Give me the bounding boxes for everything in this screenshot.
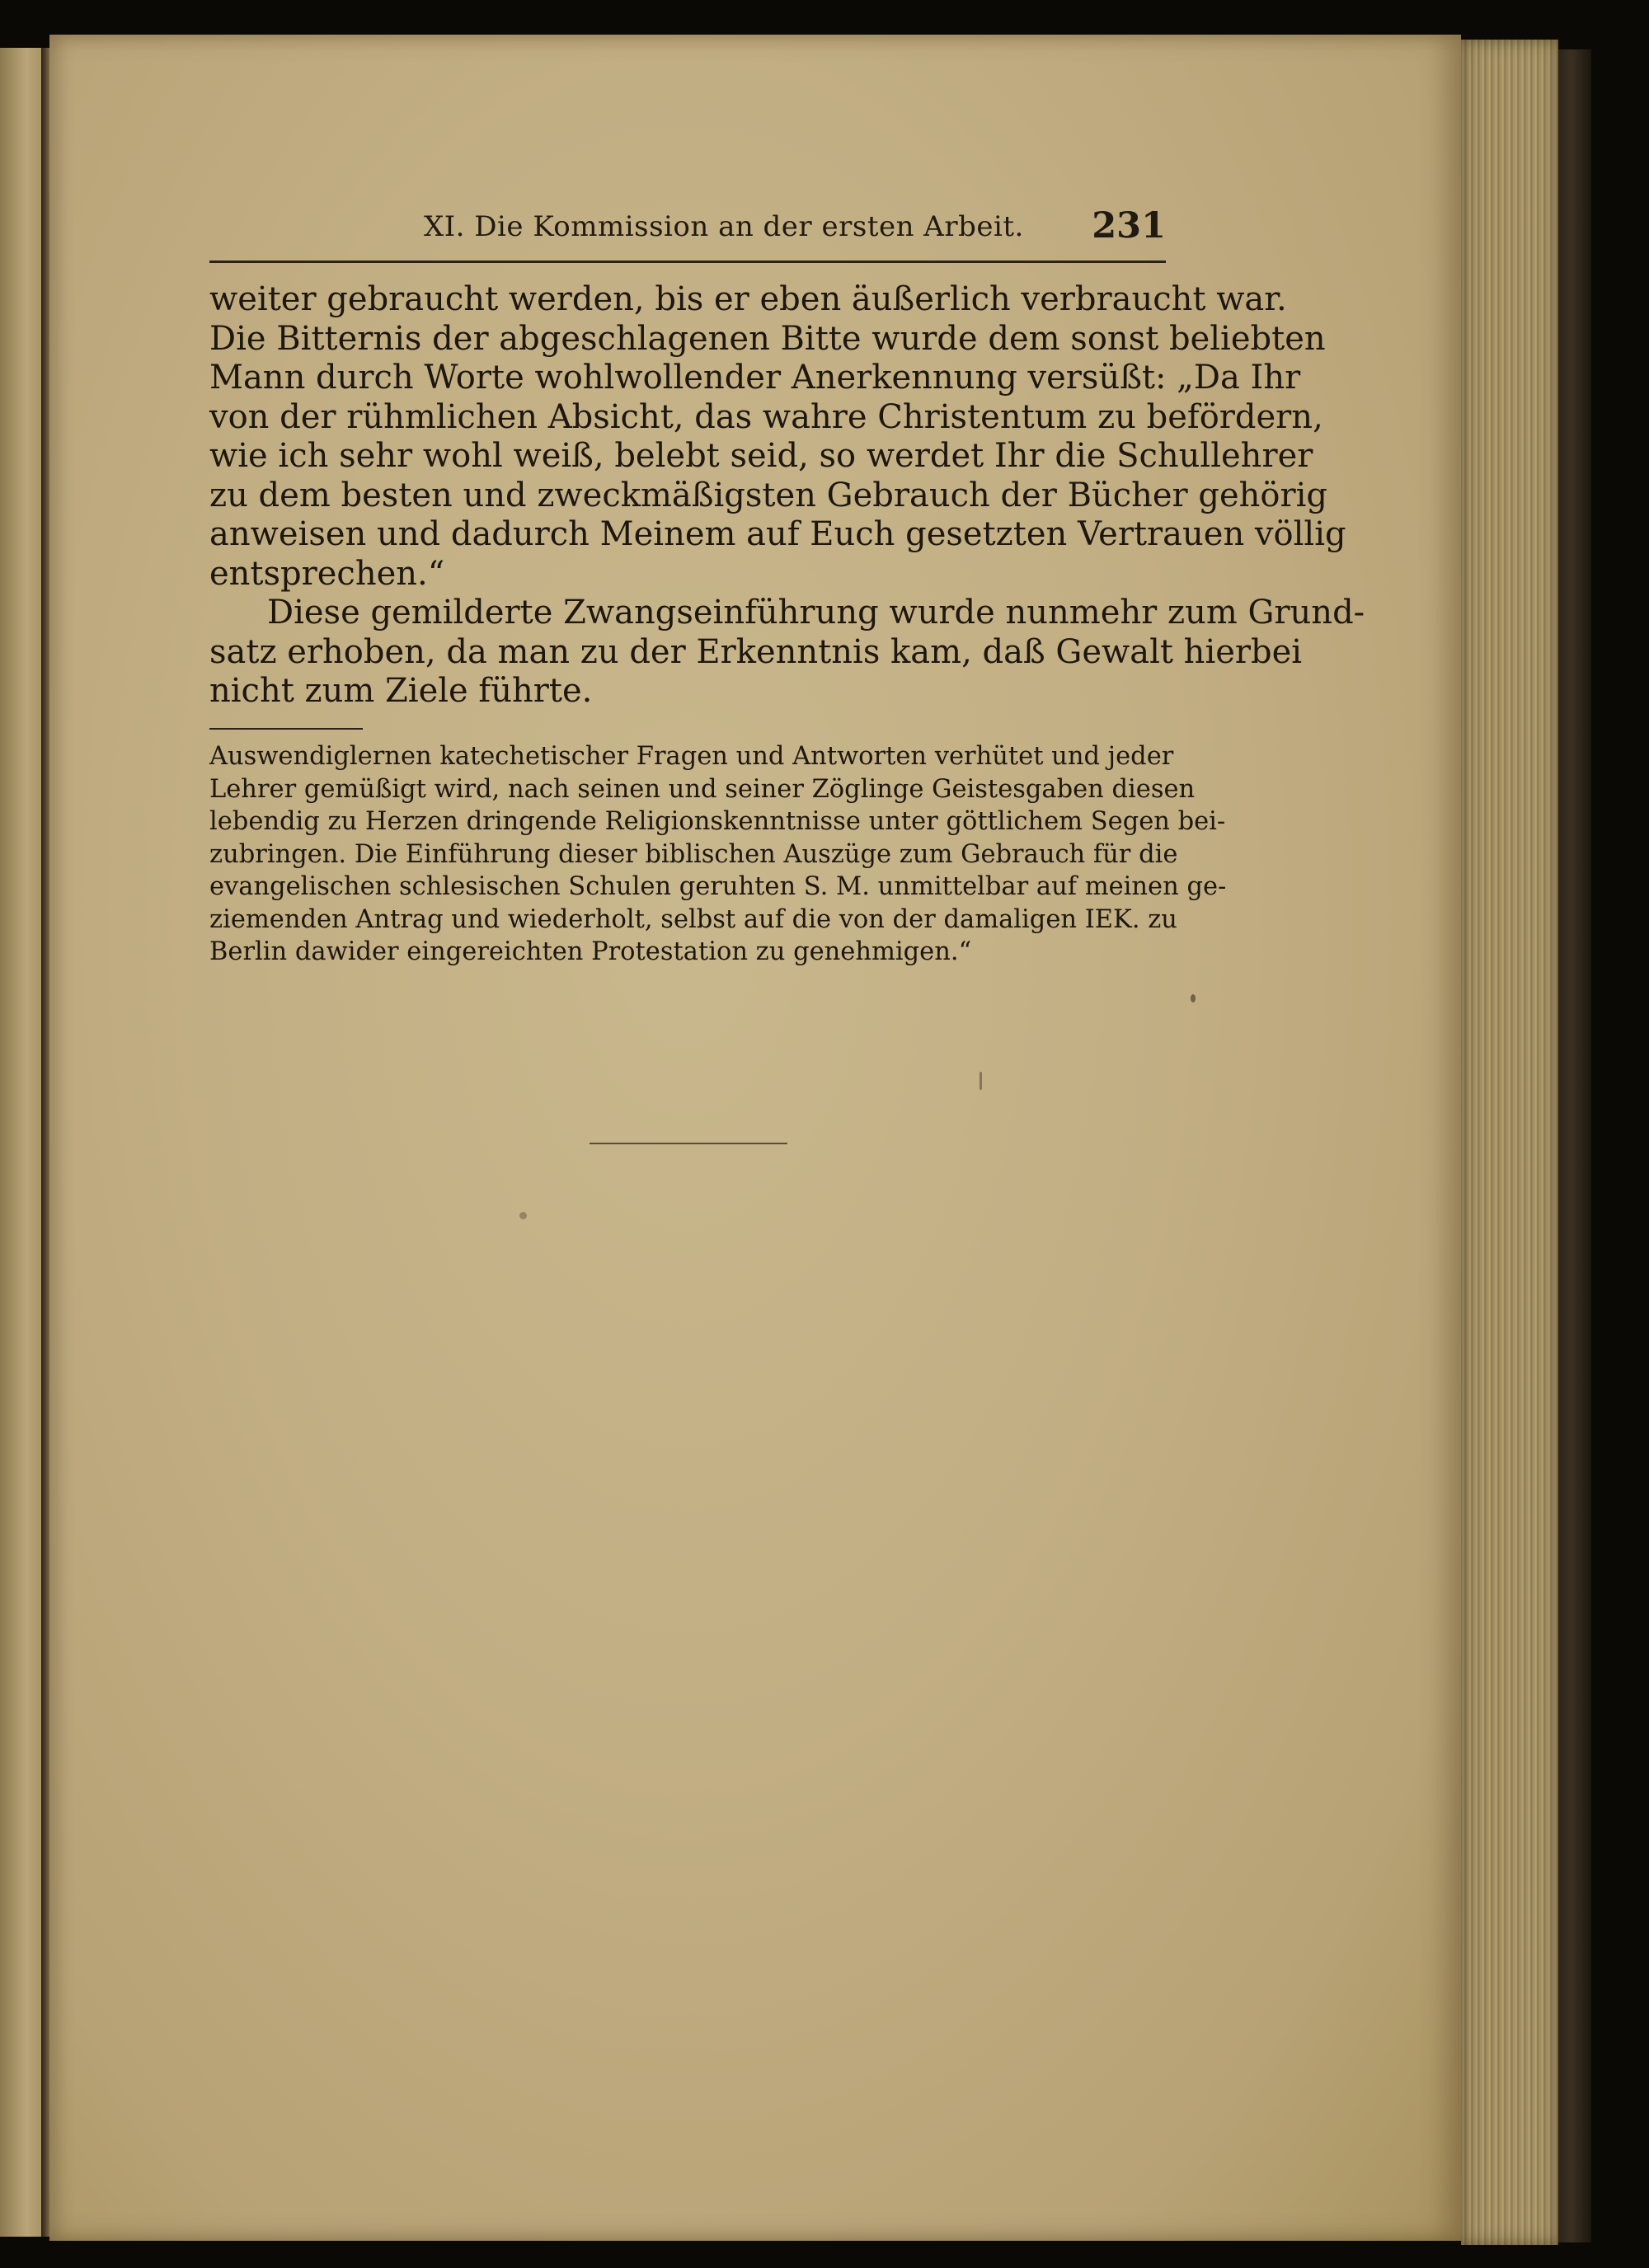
end-rule <box>590 1143 787 1144</box>
text-line: von der rühmlichen Absicht, das wahre Christentum zu befördern, <box>209 397 1323 436</box>
paper-speck <box>980 1072 982 1090</box>
text-line: zu dem besten und zweckmäßigsten Gebrauch der Bücher gehörig <box>209 476 1328 514</box>
chapter-title: XI. Die Kommission an der ersten Arbeit. <box>424 210 1024 243</box>
footnote-line: zubringen. Die Einführung dieser biblischen Auszüge zum Gebrauch für die <box>209 839 1178 869</box>
text-line: Mann durch Worte wohlwollender Anerkennung versüßt: „Da Ihr <box>209 359 1301 397</box>
text-line: weiter gebraucht werden, bis er eben äußerlich verbraucht war. <box>209 280 1287 318</box>
footnote-line: ziemenden Antrag und wiederholt, selbst auf die von der damaligen IEK. zu <box>209 904 1177 934</box>
footnote-rule <box>209 728 363 730</box>
book-gutter <box>41 48 49 2237</box>
text-line: wie ich sehr wohl weiß, belebt seid, so werdet Ihr die Schullehrer <box>209 437 1313 475</box>
text-line: satz erhoben, da man zu der Erkenntnis kam, daß Gewalt hierbei <box>209 632 1303 671</box>
main-text <box>209 280 1365 711</box>
text-line: Die Bitternis der abgeschlagenen Bitte wurde dem sonst beliebten <box>209 319 1326 358</box>
header-rule <box>209 261 1166 263</box>
book-cover-edge <box>1558 49 1591 2242</box>
text-line: nicht zum Ziele führte. <box>209 672 593 710</box>
paper-speck <box>1191 994 1196 1003</box>
footnote-text <box>209 740 1227 969</box>
page-number: 231 <box>1092 205 1166 247</box>
page-block-edge <box>1461 40 1558 2245</box>
paper-speck <box>519 1212 527 1219</box>
footnote-line: Lehrer gemüßigt wird, nach seinen und seiner Zöglinge Geistesgaben diesen <box>209 774 1196 804</box>
text-line: anweisen und dadurch Meinem auf Euch gesetzten Vertrauen völlig <box>209 515 1346 553</box>
footnote-line: lebendig zu Herzen dringende Religionskenntnisse unter göttlichem Segen bei- <box>209 807 1226 836</box>
text-line: Diese gemilderte Zwangseinführung wurde nunmehr zum Grund- <box>267 594 1365 632</box>
running-header <box>208 205 1166 260</box>
footnote-line: Berlin dawider eingereichten Protestation zu genehmigen.“ <box>209 937 972 966</box>
footnote-line: evangelischen schlesischen Schulen geruhten S. M. unmittelbar auf meinen ge- <box>209 872 1227 901</box>
footnote-line: Auswendiglernen katechetischer Fragen und Antworten verhütet und jeder <box>209 742 1174 771</box>
text-line: entsprechen.“ <box>209 554 445 593</box>
